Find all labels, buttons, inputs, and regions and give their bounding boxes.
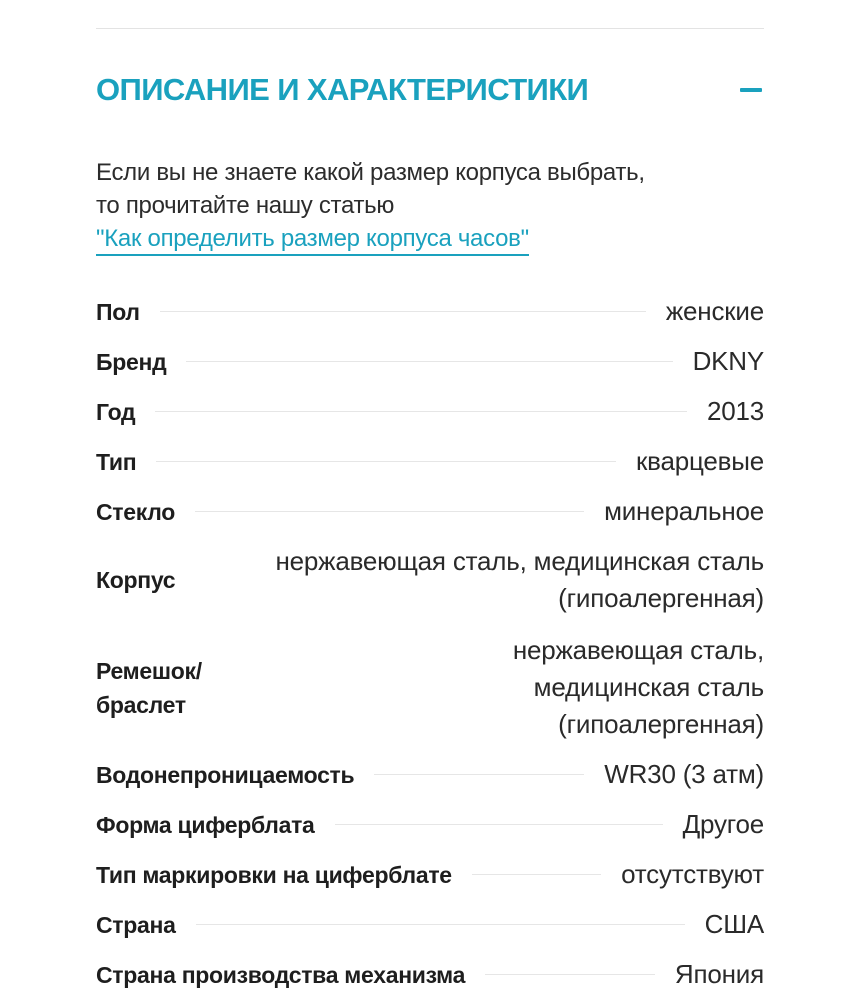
spec-leader-line — [472, 874, 601, 875]
spec-row-dial-shape — [96, 806, 764, 843]
spec-value: Япония — [674, 959, 764, 989]
case-size-intro — [96, 156, 764, 256]
spec-label: Страна — [96, 911, 176, 938]
minus-icon[interactable] — [740, 88, 762, 92]
spec-value: нержавеющая сталь, медицинская сталь (гипоалергенная) — [512, 635, 764, 739]
spec-value: 2013 — [706, 396, 764, 426]
intro-text-line-2: то прочитайте нашу статью — [96, 192, 395, 219]
spec-label: Ремешок/ браслет — [96, 657, 202, 718]
spec-label: Стекло — [96, 498, 176, 525]
spec-leader-line — [195, 511, 584, 512]
spec-row-strap — [96, 632, 764, 743]
spec-value: США — [704, 909, 764, 939]
spec-value: отсутствуют — [621, 859, 764, 889]
spec-leader-line — [160, 311, 646, 312]
spec-leader-line — [186, 361, 672, 362]
spec-row-type — [96, 443, 764, 480]
spec-label: Корпус — [96, 567, 176, 593]
spec-label: Тип — [96, 448, 137, 475]
spec-label: Тип маркировки на циферблате — [96, 861, 452, 888]
spec-label: Форма циферблата — [96, 811, 315, 838]
spec-value: DKNY — [692, 346, 764, 376]
spec-label: Страна производства механизма — [96, 961, 466, 988]
spec-value: нержавеющая сталь, медицинская сталь (гипоалергенная) — [275, 546, 764, 613]
spec-leader-line — [196, 924, 685, 925]
spec-leader-line — [485, 974, 655, 975]
spec-row-year — [96, 393, 764, 430]
spec-value: женские — [665, 296, 764, 326]
spec-row-movement-country — [96, 956, 764, 993]
section-title: ОПИСАНИЕ И ХАРАКТЕРИСТИКИ — [96, 72, 589, 107]
spec-value: минеральное — [604, 496, 764, 526]
spec-label: Год — [96, 398, 136, 425]
spec-leader-line — [335, 824, 663, 825]
spec-row-brand — [96, 343, 764, 380]
spec-value: Другое — [682, 809, 764, 839]
spec-leader-line — [155, 411, 687, 412]
spec-leader-line — [156, 461, 616, 462]
spec-row-glass — [96, 493, 764, 530]
spec-leader-line — [374, 774, 584, 775]
intro-text-line-1: Если вы не знаете какой размер корпуса выбрать, — [96, 159, 645, 186]
spec-label: Пол — [96, 298, 140, 325]
spec-label: Водонепроницаемость — [96, 761, 355, 788]
spec-label: Бренд — [96, 348, 167, 375]
description-section-header[interactable] — [96, 62, 764, 118]
spec-row-country — [96, 906, 764, 943]
spec-row-case — [96, 543, 764, 617]
spec-row-gender — [96, 293, 764, 330]
top-divider — [96, 28, 764, 29]
spec-value: WR30 (3 атм) — [604, 759, 764, 789]
spec-row-water-resistance — [96, 756, 764, 793]
spec-value: кварцевые — [635, 446, 764, 476]
case-size-article-link[interactable]: "Как определить размер корпуса часов" — [96, 224, 529, 256]
spec-row-dial-markers — [96, 856, 764, 893]
